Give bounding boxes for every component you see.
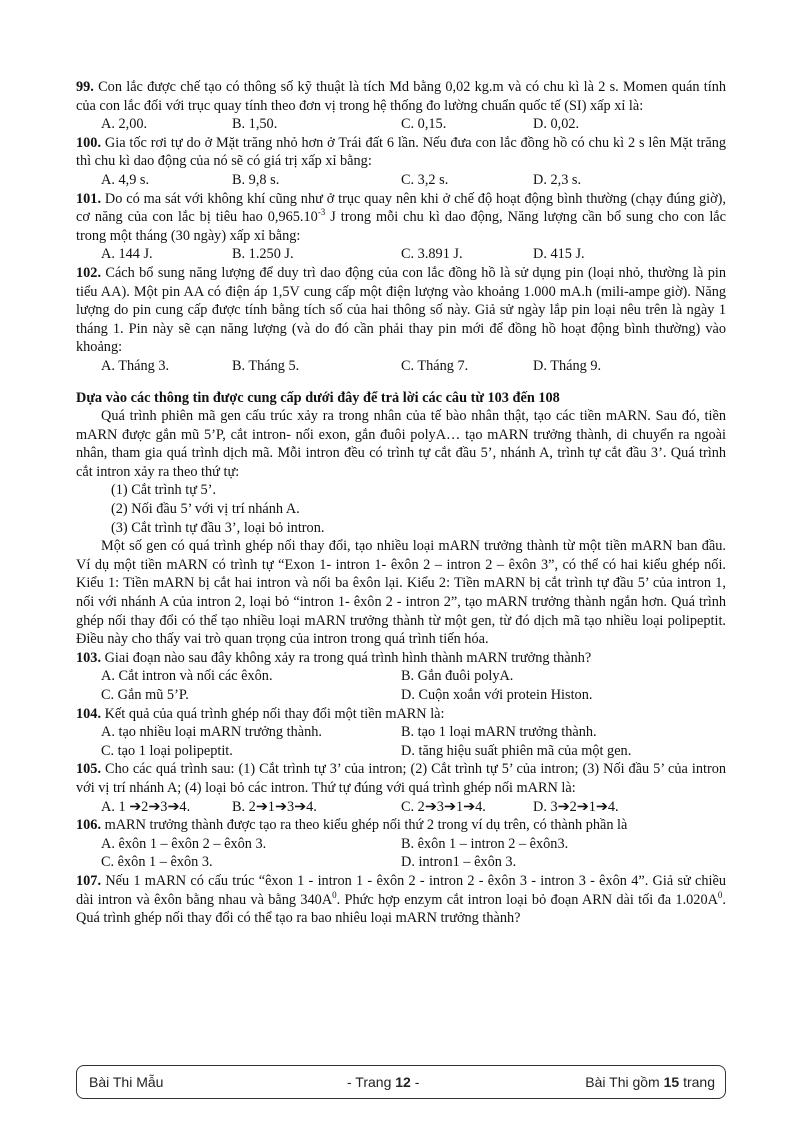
footer-total-number: 15: [663, 1073, 680, 1090]
footer-exam-name: Bài Thi Mẫu: [89, 1073, 164, 1090]
option-d[interactable]: D. 0,02.: [533, 116, 580, 133]
option-c[interactable]: C. Gắn mũ 5’P.: [101, 687, 189, 703]
option-b[interactable]: B. 2➔1➔3➔4.: [232, 798, 317, 815]
question-number: 106.: [76, 817, 102, 834]
options-103-row1: [76, 667, 726, 686]
option-a[interactable]: A. êxôn 1 – êxôn 2 – êxôn 3.: [101, 835, 267, 852]
question-103: [76, 649, 726, 668]
question-text: Gia tốc rơi tự do ở Mặt trăng nhỏ hơn ở Trái đất 6 lần. Nếu đưa con lắc đồng hồ có chu kì 2 s lên Mặt trăng thì chu kì dao động của nó sẽ có giá trị xấp xỉ bằng:: [76, 134, 726, 170]
option-c[interactable]: C. Tháng 7.: [401, 357, 469, 374]
question-text: Con lắc được chế tạo có thông số kỹ thuật là tích Md bằng 0,02 kg.m và có chu kì là 2 s. Momen quán tính của con lắc đối với trục quay tính theo đơn vị trong hệ thống đo lường chuẩn quốc tế (SI) xấp xỉ là:: [76, 79, 727, 114]
question-number: 107.: [76, 872, 102, 889]
option-a[interactable]: A. 1 ➔2➔3➔4.: [101, 798, 191, 815]
option-a[interactable]: A. Tháng 3.: [101, 357, 170, 374]
question-text: Do có ma sát với không khí cũng như ở trục quay nên khi ở chế độ hoạt động bình thường (chạy đúng giờ), cơ năng của con lắc bị tiêu hao 0,965.10: [76, 190, 726, 226]
option-c[interactable]: C. 2➔3➔1➔4.: [401, 798, 486, 815]
option-d[interactable]: D. 415 J.: [533, 246, 585, 263]
question-text-cont: J trong mỗi chu kì dao động, Năng lượng cần bổ sung cho con lắc trong một tháng (30 ngày) xấp xỉ bằng:: [76, 209, 726, 244]
step-2: (2) Nối đầu 5’ với vị trí nhánh A.: [111, 501, 300, 518]
option-c[interactable]: C. 3.891 J.: [401, 246, 463, 263]
options-102: [76, 357, 726, 376]
options-104-row1: [76, 723, 726, 742]
question-100: [76, 134, 726, 171]
options-100: [76, 171, 726, 190]
option-b[interactable]: B. tạo 1 loại mARN trưởng thành.: [401, 724, 597, 741]
option-b[interactable]: B. Gắn đuôi polyA.: [401, 668, 514, 685]
question-99: [76, 78, 726, 115]
option-d[interactable]: D. tăng hiệu suất phiên mã của một gen.: [401, 742, 632, 759]
question-101: [76, 190, 726, 246]
option-d[interactable]: D. 3➔2➔1➔4.: [533, 798, 619, 815]
question-number: 99.: [76, 79, 94, 95]
options-99: [76, 115, 726, 134]
option-c[interactable]: C. 3,2 s.: [401, 171, 449, 188]
question-text: Kết quả của quá trình ghép nối thay đổi một tiền mARN là:: [104, 705, 445, 722]
question-number: 102.: [76, 264, 102, 281]
exponent: 0: [332, 889, 337, 900]
section-title: Dựa vào các thông tin được cung cấp dưới đây để trả lời các câu từ 103 đến 108: [76, 389, 560, 406]
options-104-row2: [76, 742, 726, 761]
question-106: [76, 816, 726, 835]
option-c[interactable]: C. 0,15.: [401, 116, 447, 133]
exponent: -3: [317, 207, 326, 218]
option-a[interactable]: A. Cắt intron và nối các êxôn.: [101, 668, 273, 685]
option-b[interactable]: B. 1,50.: [232, 116, 278, 133]
footer-page-suffix: -: [410, 1073, 420, 1090]
question-105: [76, 760, 726, 797]
option-c[interactable]: C. êxôn 1 – êxôn 3.: [101, 854, 213, 871]
options-106-row2: [76, 853, 726, 872]
option-d[interactable]: D. 2,3 s.: [533, 171, 582, 188]
footer-total-suffix: trang: [679, 1073, 715, 1090]
options-105: [76, 798, 726, 817]
page-footer: [76, 1065, 726, 1099]
footer-page-number: 12: [395, 1073, 411, 1090]
options-101: [76, 245, 726, 264]
question-text: Cho các quá trình sau: (1) Cắt trình tự 3’ của intron; (2) Cắt trình tự 5’ của intron; (3) Nối đầu 5’ của intron với vị trí nhánh A; (4) loại bỏ các intron. Thứ tự đúng với quá trình ghép nối mARN là:: [76, 761, 726, 796]
footer-total-pages: [585, 1073, 715, 1092]
option-d[interactable]: D. Cuộn xoắn với protein Histon.: [401, 687, 593, 703]
question-text: Giai đoạn nào sau đây không xảy ra trong quá trình hình thành mARN trưởng thành?: [104, 649, 592, 666]
option-a[interactable]: A. 144 J.: [101, 246, 153, 263]
step-3: (3) Cắt trình tự đầu 3’, loại bỏ intron.: [111, 519, 325, 536]
page-content: [76, 78, 726, 928]
question-text: Nếu 1 mARN có cấu trúc “êxon 1 - intron 1 - êxôn 2 - intron 2 - êxôn 3 - intron 3 - êxôn 4”. Giả sử chiều dài intron và êxôn bằng nhau và bằng 340A: [76, 872, 726, 908]
question-number: 100.: [76, 134, 102, 151]
question-107: [76, 872, 726, 928]
option-d[interactable]: D. intron1 – êxôn 3.: [401, 854, 517, 871]
question-102: [76, 264, 726, 357]
question-number: 101.: [76, 190, 102, 207]
step-1: (1) Cắt trình tự 5’.: [111, 482, 217, 499]
options-106-row1: [76, 835, 726, 854]
question-number: 105.: [76, 761, 102, 778]
section-paragraph-2: Một số gen có quá trình ghép nối thay đổi, tạo nhiều loại mARN trưởng thành từ một tiền mARN ban đầu. Ví dụ một tiền mARN có trình tự “Exon 1- intron 1- êxôn 2 – intron 2 – êxôn 3”, có thể có hai kiểu ghép nối. Kiểu 1: Tiền mARN bị cắt hai intron và nối ba êxôn lại. Kiểu 2: Tiền mARN bị cắt trình tự đầu 5’ của intron 1, nối với nhánh A của intron 2, loại bỏ “intron 1- êxôn 2 - intron 2”, tạo mARN trưởng thành ngắn hơn. Quá trình ghép nối thay đổi có thể tạo nhiều loại mARN trưởng thành từ một gen, từ đó dịch mã tạo nhiều loại polipeptit. Điều này cho thấy vai trò quan trọng của intron trong quá trình tiến hóa.: [76, 538, 726, 648]
option-a[interactable]: A. 2,00.: [101, 116, 148, 133]
footer-page-indicator: [347, 1073, 419, 1092]
option-a[interactable]: A. tạo nhiều loại mARN trưởng thành.: [101, 724, 322, 741]
question-104: [76, 705, 726, 724]
question-text-mid: . Phức hợp enzym cắt intron loại bỏ đoạn ARN dài tối đa 1.020A: [336, 891, 718, 908]
question-text: Cách bổ sung năng lượng để duy trì dao động của con lắc đồng hồ là sử dụng pin (loại nhỏ, thường là pin tiểu AA). Một pin AA có điện áp 1,5V cung cấp một điện lượng vào khoảng 1.000 mA.h (mili-ampe giờ). Năng lượng do pin cung cấp được tính bằng tích số của hai thông số này. Giả sử ngày lắp pin loại nêu trên là ngày 1 tháng 1. Pin này sẽ cạn năng lượng (và do đó cần phải thay pin mới để đồng hồ hoạt động bình thường) vào khoảng:: [76, 264, 726, 356]
option-b[interactable]: B. Tháng 5.: [232, 357, 300, 374]
option-b[interactable]: B. 1.250 J.: [232, 246, 294, 263]
question-number: 104.: [76, 705, 102, 722]
question-text: mARN trưởng thành được tạo ra theo kiểu ghép nối thứ 2 trong ví dụ trên, có thành phần là: [104, 817, 628, 834]
options-103-row2: [76, 686, 726, 705]
option-d[interactable]: D. Tháng 9.: [533, 357, 602, 374]
question-number: 103.: [76, 649, 102, 666]
question-text-cont: . Quá trình ghép nối thay đổi có thể tạo ra bao nhiêu loại mARN trưởng thành?: [76, 891, 726, 927]
section-paragraph-1: Quá trình phiên mã gen cấu trúc xảy ra trong nhân của tế bào nhân thật, tạo các tiền mARN. Sau đó, tiền mARN được gắn mũ 5’P, cắt intron- nối exon, gắn đuôi polyA… tạo mARN trưởng thành, di chuyển ra ngoài nhân, tham gia quá trình dịch mã. Mỗi intron đều có trình tự cắt đầu 5’, nhánh A, trình tự cắt đầu 3’. Quá trình cắt intron xảy ra theo thứ tự:: [76, 408, 726, 480]
footer-page-prefix: - Trang: [347, 1073, 396, 1090]
option-b[interactable]: B. êxôn 1 – intron 2 – êxôn3.: [401, 835, 569, 852]
option-a[interactable]: A. 4,9 s.: [101, 171, 150, 188]
option-c[interactable]: C. tạo 1 loại polipeptit.: [101, 742, 233, 759]
option-b[interactable]: B. 9,8 s.: [232, 171, 280, 188]
exponent: 0: [717, 889, 723, 900]
footer-total-prefix: Bài Thi gồm: [585, 1073, 664, 1090]
